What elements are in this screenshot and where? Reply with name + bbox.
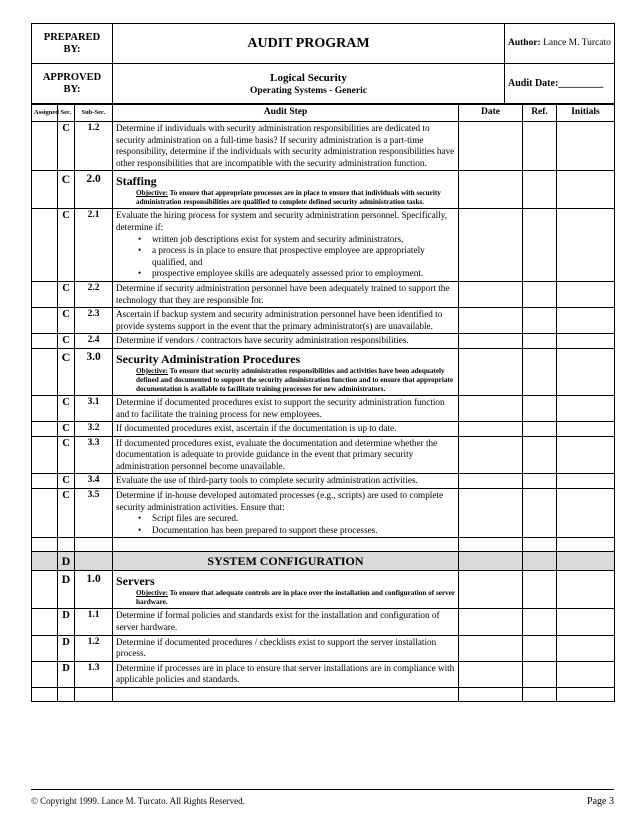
table-row: D 1.1 Determine if formal policies and standards exist for the installation and configuration of server hardware.: [32, 609, 615, 635]
table-row: C 3.2 If documented procedures exist, ascertain if the documentation is up to date.: [32, 422, 615, 437]
sub-subtitle: Operating Systems - Generic: [250, 85, 367, 96]
section-heading-row: C 2.0 Staffing Objective: To ensure that appropriate processes are in place to ensure that individuals with security administration responsibilities are qualified to complete defined security administration tasks.: [32, 171, 615, 209]
header-table: [31, 23, 615, 104]
table-row: C 2.3 Ascertain if backup system and security administration personnel have been identified to provide systems support in the event that the primary administrator(s) are unavailable.: [32, 308, 615, 334]
table-row: C 3.5 Determine if in-house developed automated processes (e.g., scripts) are used to complete security administration activities. Ensure that: • Script files are secured. • Documentation has been prepared to support these processes.: [32, 489, 615, 538]
audit-step-text: Determine if individuals with security administration responsibilities are dedicated to security administration on a full-time basis? If security administration is a part-time responsibility, determine if the individuals with security administration responsibilities have other responsibilities that are incompatible with the security administration function.: [113, 122, 459, 171]
ref-cell[interactable]: [523, 122, 557, 171]
category-title: SYSTEM CONFIGURATION: [113, 552, 459, 571]
bullet-list: [116, 513, 455, 536]
subtitle-cell: [113, 64, 505, 104]
list-item: • written job descriptions exist for system and security administrators,: [138, 234, 455, 246]
col-assigned: Assigned: [32, 105, 58, 122]
bullet-list: [116, 234, 455, 280]
list-item: • a process is in place to ensure that prospective employee are appropriately qualified, and: [138, 245, 455, 268]
table-row: C 3.1 Determine if documented procedures exist to support the security administration function and to facilitate the training process for new employees.: [32, 395, 615, 421]
subtitle: Logical Security: [270, 71, 347, 84]
col-ref: Ref.: [523, 105, 557, 122]
section-title: Staffing: [116, 174, 157, 189]
objective: Objective: To ensure that security administration responsibilities and activities have been adequately defined and documented to support the security administration function and to ensure that appropriate documentation is available to facilitate training processes for new administrators.: [136, 366, 454, 393]
blank-row: [32, 688, 615, 702]
section-heading-row: D 1.0 Servers Objective: To ensure that adequate controls are in place over the installation and configuration of server hardware.: [32, 571, 615, 609]
section-heading-row: C 3.0 Security Administration Procedures Objective: To ensure that security administration responsibilities and activities have been adequately defined and documented to support the security administration function and to ensure that appropriate documentation is available to facilitate training processes for new administrators.: [32, 348, 615, 395]
table-row: C 2.2 Determine if security administration personnel have been adequately trained to support the technology that they are responsible for.: [32, 281, 615, 307]
document-title: AUDIT PROGRAM: [113, 24, 505, 64]
audit-steps-table: [31, 104, 615, 702]
list-item: • Script files are secured.: [138, 513, 455, 525]
section-title: Servers: [116, 574, 155, 589]
author-label: Author:: [508, 37, 541, 48]
table-row: C 2.1 Evaluate the hiring process for system and security administration personnel. Specifically, determine if: • written job descriptions exist for system and security administrators, • a process is in place to ensure that prospective employee are appropriately qualified, and • prospective employee skills are adequately assessed prior to employment.: [32, 209, 615, 282]
objective: Objective: To ensure that adequate controls are in place over the installation and configuration of server hardware.: [136, 589, 455, 607]
audit-date-label: Audit Date:_________: [505, 64, 615, 104]
column-header-row: [32, 105, 615, 122]
list-item: • Documentation has been prepared to support these processes.: [138, 525, 455, 537]
table-row: D 1.3 Determine if processes are in place to ensure that server installations are in compliance with applicable policies and standards.: [32, 661, 615, 687]
page-footer: [31, 789, 614, 807]
date-cell[interactable]: [459, 122, 523, 171]
copyright-text: © Copyright 1999. Lance M. Turcato. All Rights Reserved.: [31, 796, 245, 806]
col-initials: Initials: [557, 105, 615, 122]
col-sec: Sec.: [58, 105, 75, 122]
author-cell: [505, 24, 615, 64]
table-row: C 3.4 Evaluate the use of third-party tools to complete security administration activities.: [32, 474, 615, 489]
col-audit-step: Audit Step: [113, 105, 459, 122]
author-value: Lance M. Turcato: [543, 37, 611, 48]
col-date: Date: [459, 105, 523, 122]
table-row: C 3.3 If documented procedures exist, evaluate the documentation and determine whether the documentation is adequate to provide guidance in the event that primary security administration personnel become unavailable.: [32, 436, 615, 474]
blank-row: [32, 538, 615, 552]
page-number: Page 3: [587, 796, 614, 807]
audit-page: [31, 23, 614, 702]
table-row: D 1.2 Determine if documented procedures / checklists exist to support the server installation process.: [32, 635, 615, 661]
section-title: Security Administration Procedures: [116, 351, 301, 366]
initials-cell[interactable]: [557, 122, 615, 171]
col-subsec: Sub-Sec.: [75, 105, 113, 122]
system-configuration-row: D SYSTEM CONFIGURATION: [32, 552, 615, 571]
objective: Objective: To ensure that appropriate processes are in place to ensure that individuals with security administration responsibilities are qualified to complete defined security administration tasks.: [136, 189, 441, 207]
approved-by-label: APPROVED BY:: [32, 64, 113, 104]
table-row: C 1.2 Determine if individuals with security administration responsibilities are dedicated to security administration on a full-time basis? If security administration is a part-time responsibility, determine if the individuals with security administration responsibilities have other responsibilities that are incompatible with the security administration function.: [32, 122, 615, 171]
table-row: C 2.4 Determine if vendors / contractors have security administration responsibilities.: [32, 334, 615, 349]
prepared-by-label: PREPARED BY:: [32, 24, 113, 64]
list-item: • prospective employee skills are adequately assessed prior to employment.: [138, 268, 455, 280]
